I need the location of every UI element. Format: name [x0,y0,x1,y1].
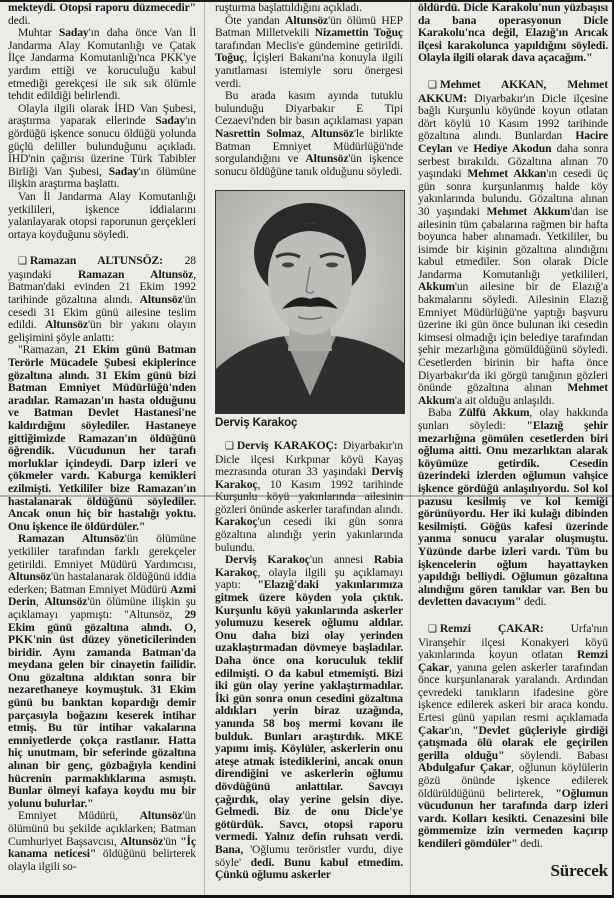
bold-text: Hacire Ceylan [418,129,608,155]
portrait-photo [215,190,403,430]
bold-text: Nasrettin Solmaz [215,126,302,140]
column-3 [418,2,608,880]
text: , yanına gelen askerler tarafından önce kurşunlanarak yaralandı. Ardından çevredeki tanıkların ifadesine göre işkence edilerek askeri bir araca kondu. Ertesi günü yapılan resmi açıklamada [418,660,608,725]
paragraph [8,2,196,27]
paragraph: Van İl Jandarma Alay Komutanlığı yetkilileri, işkence iddialarını yalanlayarak otopsi raporunun gerçekleri ortaya koyduğunu söyledi. [8,189,196,241]
bold-text: Saday [155,114,186,128]
quote-paragraph [418,2,608,65]
paragraph [8,533,196,810]
bold-text: Ramazan Altunsöz [18,532,125,546]
text: , Batman'daki evinden 21 Ekim 1992 tarihinde gözaltına alındı. [8,267,196,307]
bold-text: Akkum [418,280,455,294]
bold-text: "Oğlumun vücudunun her tarafında darp izleri vardı. Kolları kesikti. Cenazesini bile gömmemize izin vermeden kaçırıp kendileri gömdüler" [418,786,608,850]
bold-text: Altunsöz [285,13,329,27]
bold-text: Saday [108,164,139,178]
text: , 10 Kasım 1992 tarihinde Kurşunlu köyü yakınlarında ailesinin gözleri önünde askerler tarafından alındı. [215,477,403,516]
text: 'ın ölümüne ilişkin araştırma başlattı. [8,164,196,191]
checkbox-bullet-icon: ❑ [18,256,27,268]
text: Urfa'nın Viranşehir ilçesi Konakyeri köyü yakınlarında koyun otlatan [418,621,608,662]
bold-text: "Devlet güçleriyle girdiği çatışmada ölü olarak ele geçirilen gerilla olduğu" [418,723,608,762]
text: tarafından Meclis'e gündemine getirildi. [215,38,403,52]
section-heading: Derviş KARAKOÇ: [236,438,338,452]
text: Öte yandan [225,13,286,27]
paragraph [8,810,196,873]
continued-label: Sürecek [550,860,608,880]
section-heading: Ramazan ALTUNSÖZ: [29,254,163,268]
bold-text: Azmi Derin [8,582,196,609]
text: 'ın, [449,723,473,737]
bold-text: Karakoç [215,515,258,529]
bold-text: Saday [58,26,89,40]
checkbox-bullet-icon: ❑ [428,79,437,91]
text: Bu arada kasım ayında tutuklu bulunduğu Diyarbakır E Tipi Cezaevi'nden bir basın açıklaması yapan [215,89,403,128]
text: Diyarbakır'ın Dicle ilçesine bağlı Kurşunlu köyünde koyun otlatan dört köylü 10 Kasım 1992 tarihinde gözaltına alındı. Bunlardan [418,91,608,143]
text: 'un annesi [309,553,374,567]
text: 'dan ise ailesinin tüm çabalarına rağmen bir hafta boyunca haber alınamadı. Yetkililer, bu isimde bir kişinin gözaltına alındığını kabul etmediler. Son olarak Dicle Jandarma Komutanlığı yetkilileri, [418,204,608,281]
bold-text: Toğuç [215,51,245,65]
bold-text: Nizamettin Toğuç [314,26,403,40]
section-remzi-cakar [418,623,608,851]
text: , İçişleri Bakanı'na konuyla ilgili yanıtlaması istemiyle soru önergesi verdi. [215,51,403,90]
text: 'ün ölümüne ilişkin şu açıklamayı yapmıştı: "Altunsöz, [8,595,196,621]
text: , olayla ilgili şu açıklamayı yaptı: [215,565,403,592]
text: 'ın daha önce Van İl Jandarma Alay Komutanlığı ve Çatak İlçe Jandarma Komutanlığı'nca PKK'ye yardım ettiği ve koruculuğu kabul etmediği gerekçesi ile sık sık ölümle tehdit edildiği belirlendi. [8,26,196,103]
text: 'a ait olduğu anlaşıldı. [454,393,555,407]
text: dedi. [517,837,543,850]
text: 'un cesedi iki gün sonra gözaltına alındığı yerin yakınlarında bulundu. [215,515,403,554]
paragraph [8,103,196,191]
paragraph [8,27,196,103]
text: daha sonra serbest bırakıldı. Gözaltına alınan 70 yaşındaki [418,141,608,181]
section-mehmet-akkan-akkum [418,79,608,407]
bold-text: Altunsöz [139,293,183,307]
text: 'le birlikte Batman Emniyet Müdürlüğü'nde sorgulandığını ve [215,126,403,166]
bold-text: Altunsöz [310,126,354,140]
newspaper-page [0,2,612,898]
bold-text: Altunsöz [45,318,89,332]
text: söylendi. Babası [504,748,608,762]
text: 'ün bir yakını olayın gelişimini şöyle anlattı: [8,318,196,344]
section-ramazan-altunsoz [8,255,196,344]
paragraph: ruşturma başlattıldığını açıkladı. [215,2,362,14]
paragraph [215,15,403,91]
text: 'un ailesine bir de Elazığ'a bakmalarını söyledi. Ailesinin Elazığ Emniyet Müdürlüğü'ne yaptığı başvuru üzerine iki gün önce bulunan iki cesedin kimsesi olmadığı için belediye tarafından şehir mezarlığına gömüldüğünü söyledi. Cesetlerden birinin bir hafta önce Diyarbakır'da iki görgü tanığının gözleri önünde gözaltına alınan [418,280,608,395]
text: Baba [428,406,459,420]
paper-fold-line [0,495,612,497]
bold-text: Altunsöz [8,570,52,584]
text: , [301,126,311,140]
bold-text: Ramazan'ın hasta olduğunu ve Batman Devlet Hastanesi'ne kaldırdığını söylediler. Hastaneye gittiğimizde Ramazan'ın öldüğünü öğrendik. Vücudunun her tarafı morluklar içindeydi. Darp izleri ve çökmeler vardı. Kaburga kemikleri ezilmişti. Yetkililer bize Ramazan'ın hastalanarak öldüğünü söylediler. Ancak onun hiç bir hastalığı yoktu. Onu işkence ile öldürdüler." [8,393,196,533]
bold-text: Rabia Karakoç [215,553,404,579]
bold-text: Derviş Karakoç [225,553,310,567]
bold-text: Altunsöz [44,595,88,609]
section-heading: Remzi ÇAKAR: [439,621,544,635]
bold-text: 21 Ekim günü Batman Terörle Mücadele Şubesi ekiplerince gözaltına alındı. 31 Ekim günü bizi Batman Emniyet Müdürlüğü'nden aradılar. [8,343,196,407]
text: , olay hakkında şunları söyledi: [418,406,608,432]
text: 'ün ölümünü bu şekilde açıklarken; Batman Cumhuriyet Başsavcısı, [8,809,196,848]
bold-text: dedi. Bunu kabul etmedim. Çünkü oğlumu askerler [215,855,403,882]
photo-caption: Derviş Karakoç [215,417,298,430]
text: 'ın gördüğü işkence sonucu öldüğü yolunda güçlü deliller bulunduğunu açıkladı. İHD'nin çağırısı üzerine Türk Tabibler Birliği Van Şubesi, [8,114,196,178]
bold-text: Abdulgafur Çakar [418,761,511,775]
bold-text: mekteydi. Otopsi raporu düzmecedir" [8,2,196,14]
column-2 [215,2,403,882]
text: Diyarbakır'ın Dicle ilçesi Kırkpınar köyü Kayaş mezrasında oturan 33 yaşındaki [215,438,404,479]
column-1 [8,2,196,873]
quote-paragraph [8,344,196,533]
bold-text: Çakar [418,723,450,737]
text: dedi. [521,595,547,609]
portrait-image [215,190,405,414]
paragraph [418,407,608,609]
text: öldüğünü belirterek olayla ilgili so- [8,847,196,873]
bold-text: "İç kanama neticesi" [8,834,196,861]
bold-text: 29 Ekim günü gözaltına alındı. O, PKK'nin üst düzey yöneticilerinden biridir. Aynı zamanda Batman'da meydana gelen bir cinayetin failidir. Onu gözaltına aldıktan sonra bir nezarethaneye koymuştuk. 31 Ekim günü bu banktan kopardığı demir parçasıyla boğazını keserek intihar etmiş. Bu tür intihar vakalarına emniyetlerde çokça rastlanır. Hatta hiç unutmam, bir seferinde gözaltına alınan bir genç, gözbağıyla kendini hücrenin parmaklıklarına asmıştı. Bunlar ölmeyi kafaya koydu mu bir yolunu bulurlar." [8,607,196,810]
bold-text: Derviş Karakoç [215,465,403,491]
bold-text: Remzi Çakar [418,648,608,674]
paragraph [215,554,403,881]
text: 'Oğlumu teröristler vurdu, diye söyle' [215,842,403,869]
text: 'ın cesedi üç gün sonra kurşunlanmış halde köy yakınlarında bulundu. Gözaltına alınan 30 yaşındaki [418,167,608,218]
text: 28 yaşındaki [8,254,196,281]
text: Olayla ilgili olarak İHD Van Şubesi, araştırma yaparak ellerinde [8,101,196,128]
checkbox-bullet-icon: ❑ [428,623,437,635]
text: , oğlunun köylülerin gözü önünde işkence edilerek öldürüldüğünü belirterek, [418,761,608,800]
bold-text: Mehmet Akkum [486,204,571,218]
bold-text: Altunsöz [120,834,164,848]
section-dervis-karakoc [215,440,403,554]
bold-text: Mehmet Akkum [418,381,608,407]
text: dedi. [8,13,31,27]
bold-text: Mehmet Akkan [467,167,547,181]
bold-text: Ramazan Altunsöz [78,267,194,281]
bold-text: Altunsöz [305,152,349,166]
checkbox-bullet-icon: ❑ [225,440,234,452]
text: , [35,595,45,609]
paragraph [215,90,403,178]
text: 'ün ölümü HEP Batman Milletvekili [215,13,403,40]
bold-text: öldürdü. Dicle Karakolu'nun yüzbaşısı da bana operasyonun Dicle Karakolu'nca değil, Elazığ'ın Arıcak ilçesi karakolunca yapıldığını söyledi. Olayla ilgili olarak dava açacağım." [418,2,608,65]
bold-text: "Elazığ'daki yakınlarımıza gitmek üzere köyden yola çıktık. Kurşunlu köyü yakınlarında askerler yolumuzu keserek oğlumu aldılar. Onu daha bizi olay yerinden uzaklaştırmadan dövmeye başladılar. Daha önce ona koruculuk teklif edilmişti. O da kabul etmemişti. Bizi iki gün olay yerine yaklaştırmadılar. İki gün sonra onun cesedini gözaltına aldıkları yerin biraz uzağında, yanında 58 boş mermi kovanı ile bulduk. Bunları araştırdık. MKE yapımı imiş. Köylüler, askerlerin onu ateşe atmak istediklerini, ancak onun direndiğini ve askerlerin oğlumu dövdüğünü anlattılar. Savcıyı çağırdık, olay yerine gelsin diye. Gelmedi. Biz de onu Dicle'ye götürdük. Savcı, otopsi raporu vermedi. Yalnız defin ruhsatı verdi. Bana, [215,578,403,856]
bold-text: Zülfü Akkum [458,406,530,420]
bold-text: "Elazığ şehir mezarlığına gömülen cesetlerden biri oğluma aitti. Onu mezarlıktan alarak köyümüze getirdik. Cesedin üzerindeki izlerden oğlumun vahşice işkence gördüğü anlaşılıyordu. Sol kol pazusu kesilmiş ve kol kemiği görünüyordu. Her iki kulağı dibinden kesilmişti. Göğüs kafesi üzerinde yanma sonucu yaralar oluşmuştu. Yüzünde darbe izleri vardı. Tüm bu işkencelerin oğlum hayattayken yapıldığı belliydi. Oğlumun gözaltına alındığını gören tanıklar var. Ben bu devletten davacıyım" [418,419,608,609]
text: 'ün hastalanarak öldüğünü iddia ederken; Batman Emniyet Müdürü [8,570,196,596]
text: Muhtar [18,26,59,40]
section-heading: Mehmet AKKAN, Mehmet AKKUM: [418,77,608,105]
text: 'ün [163,834,181,848]
bold-text: Hediye Akodun [473,141,552,155]
text: 'ün ölümüne yetkililer tarafından farklı gerekçeler getirildi. Emniyet Müdürü Yardımcısı, [8,532,196,571]
text: 'ün işkence sonucu öldüğüne tanık olduğunu söyledi. [215,152,403,178]
text: Emniyet Müdürü, [18,809,140,823]
text: 'ün cesedi 31 Ekim günü ailesine teslim edildi. [8,293,196,332]
column-divider [204,2,205,895]
column-divider [410,2,411,895]
text: ve [452,141,474,155]
bold-text: Altunsöz [139,809,183,823]
text: "Ramazan, [18,343,75,357]
